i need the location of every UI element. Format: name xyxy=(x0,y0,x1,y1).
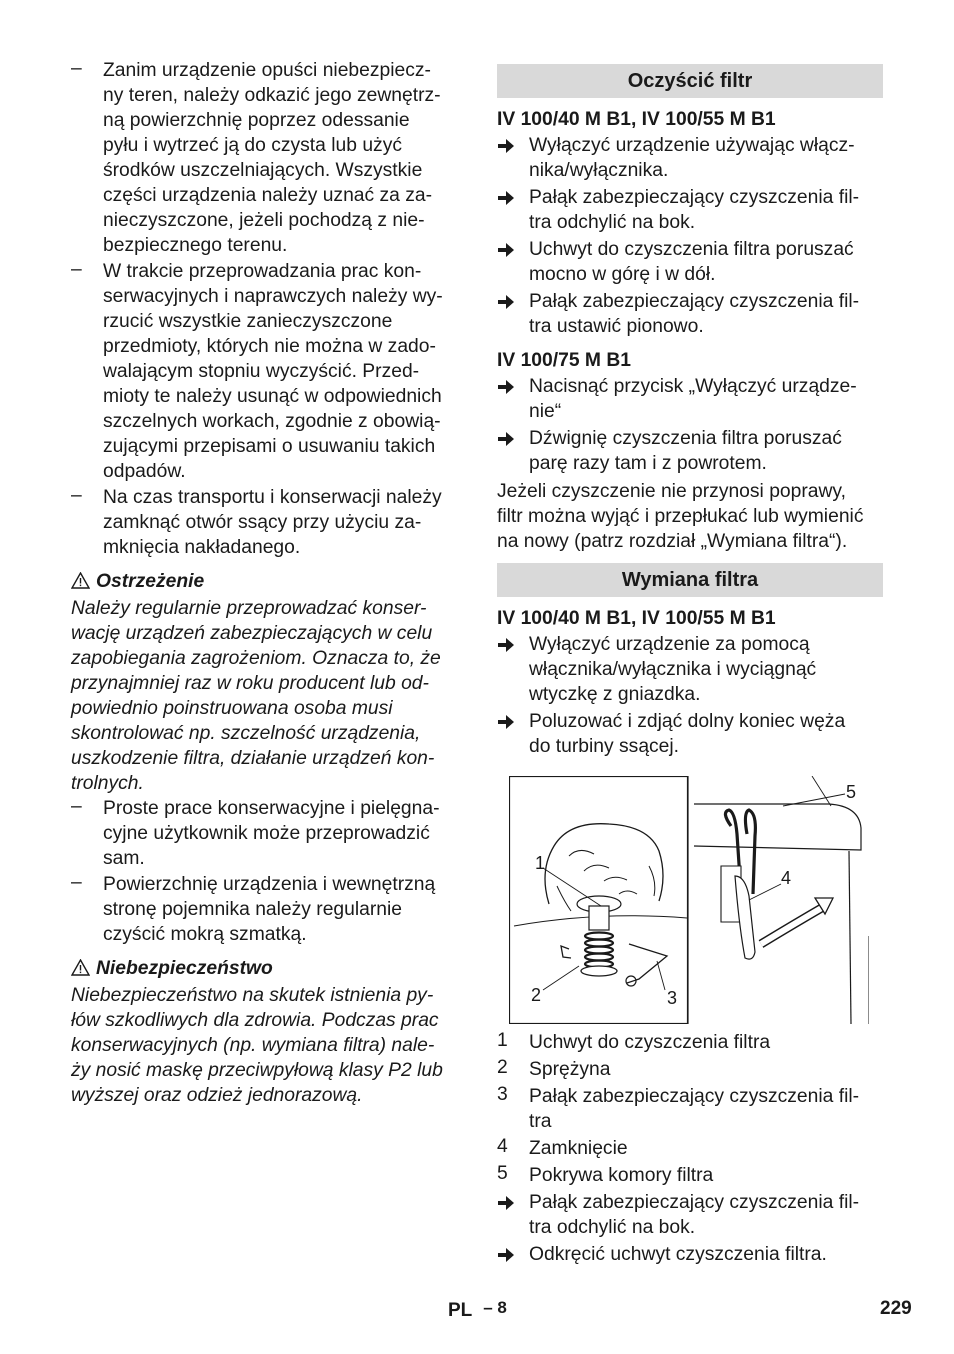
dash-bullet: – xyxy=(71,259,82,280)
step-list xyxy=(497,632,883,759)
list-item xyxy=(71,58,459,258)
legend-number: 1 xyxy=(497,1030,508,1051)
list-item xyxy=(71,485,459,560)
text-line: Proste prace konserwacyjne i pielęgna- xyxy=(103,798,440,819)
step-item xyxy=(497,709,883,759)
figure-label-5: 5 xyxy=(846,782,857,802)
text-line: ną powierzchnię poprzez odessanie xyxy=(103,110,410,131)
text-line: mocno w górę i w dół. xyxy=(529,264,716,285)
text-line: Wyłączyć urządzenie używając włącz- xyxy=(529,135,855,156)
step-item xyxy=(497,185,883,235)
step-item xyxy=(497,374,883,424)
left-column xyxy=(71,58,459,1108)
page-footer-language xyxy=(448,1298,507,1322)
text-line: Pałąk zabezpieczający czyszczenia fil- xyxy=(529,1192,860,1213)
text-line: stronę pojemnika należy regularnie xyxy=(103,899,403,920)
legend-item xyxy=(497,1057,883,1082)
text-line: włącznika/wyłącznika i wyciągnąć xyxy=(529,659,817,680)
list-item xyxy=(71,872,459,947)
step-item xyxy=(497,1190,883,1240)
text-line: czyścić mokrą szmatką. xyxy=(103,924,307,945)
text-line: sam. xyxy=(103,848,145,869)
text-line: bezpiecznego terenu. xyxy=(103,235,288,256)
figure-label-4: 4 xyxy=(781,868,792,888)
model-subheading: IV 100/75 M B1 xyxy=(497,350,631,371)
step-list xyxy=(497,374,883,476)
text-line: Pałąk zabezpieczający czyszczenia fil- xyxy=(529,291,860,312)
figure-label-2: 2 xyxy=(531,985,542,1005)
section-page: – 8 xyxy=(483,1298,507,1317)
text-line: mknięcia nakładanego. xyxy=(103,537,301,558)
step-list xyxy=(497,1190,883,1267)
danger-title: Niebezpieczeństwo xyxy=(96,958,273,979)
text-line: mioty te należy usunąć w odpowiednich xyxy=(103,386,442,407)
arrow-right-icon xyxy=(497,137,515,155)
text-line: zamknąć otwór ssący przy użyciu za- xyxy=(103,512,422,533)
text-line: konserwacyjnych (np. wymiana filtra) nale- xyxy=(71,1035,435,1056)
arrow-right-icon xyxy=(497,1246,515,1264)
warning-triangle-icon xyxy=(71,571,90,596)
text-line: parę razy tam i z powrotem. xyxy=(529,453,767,474)
text-line: nieczyszczone, jeżeli pochodzą z nie- xyxy=(103,210,425,231)
text-line: Nacisnąć przycisk „Wyłączyć urządze- xyxy=(529,376,857,397)
text-line: części urządzenia należy uznać za za- xyxy=(103,185,433,206)
dash-list-1 xyxy=(71,58,459,560)
text-line: wtyczkę z gniazdka. xyxy=(529,684,701,705)
model-subheading: IV 100/40 M B1, IV 100/55 M B1 xyxy=(497,109,776,130)
text-line: na nowy (patrz rozdział „Wymiana filtra“). xyxy=(497,531,848,552)
text-line: przedmioty, których nie można w zado- xyxy=(103,336,436,357)
dash-bullet: – xyxy=(71,58,82,79)
step-item xyxy=(497,133,883,183)
list-item xyxy=(71,259,459,484)
legend-item xyxy=(497,1084,883,1134)
text-line: tra odchylić na bok. xyxy=(529,1217,696,1238)
text-line: Niebezpieczeństwo na skutek istnienia py- xyxy=(71,985,434,1006)
text-line: Pokrywa komory filtra xyxy=(529,1165,714,1186)
section-heading-replace-filter: Wymiana filtra xyxy=(497,563,883,597)
warning-title: Ostrzeżenie xyxy=(96,571,205,592)
text-line: odpadów. xyxy=(103,461,186,482)
arrow-right-icon xyxy=(497,636,515,654)
arrow-right-icon xyxy=(497,241,515,259)
dash-bullet: – xyxy=(71,485,82,506)
step-item xyxy=(497,632,883,707)
text-line: wację urządzeń zabezpieczających w celu xyxy=(71,623,433,644)
text-line: pyłu i wytrzeć ją do czysta lub użyć xyxy=(103,135,402,156)
text-line: łów szkodliwych dla zdrowia. Podczas prac xyxy=(71,1010,439,1031)
legend-number: 5 xyxy=(497,1163,508,1184)
legend-number: 4 xyxy=(497,1136,508,1157)
step-item xyxy=(497,1242,883,1267)
danger-text xyxy=(71,983,459,1108)
step-item xyxy=(497,289,883,339)
text-line: ży nosić maskę przeciwpyłową klasy P2 lub xyxy=(71,1060,443,1081)
text-line: skontrolować np. szczelność urządzenia, xyxy=(71,723,421,744)
legend-item xyxy=(497,1030,883,1055)
text-line: Zamknięcie xyxy=(529,1138,628,1159)
warning-heading xyxy=(71,569,459,596)
text-line: Jeżeli czyszczenie nie przynosi poprawy, xyxy=(497,481,846,502)
text-line: ny teren, należy odkazić jego zewnętrz- xyxy=(103,85,441,106)
text-line: szczelnych workach, zgodnie z obowią- xyxy=(103,411,441,432)
text-line: wyższej oraz odzież jednorazową. xyxy=(71,1085,363,1106)
text-line: zującymi przepisami o usuwaniu takich xyxy=(103,436,436,457)
text-line: rzucić wszystkie zanieczyszczone xyxy=(103,311,393,332)
text-line: Odkręcić uchwyt czyszczenia filtra. xyxy=(529,1244,827,1265)
figure-label-3: 3 xyxy=(667,988,678,1008)
text-line: Uchwyt do czyszczenia filtra poruszać xyxy=(529,239,854,260)
arrow-right-icon xyxy=(497,1194,515,1212)
filter-diagram xyxy=(509,776,869,1024)
text-line: Poluzować i zdjąć dolny koniec węża xyxy=(529,711,846,732)
text-line: Wyłączyć urządzenie za pomocą xyxy=(529,634,810,655)
text-line: filtr można wyjąć i przepłukać lub wymienić xyxy=(497,506,864,527)
warning-text xyxy=(71,596,459,796)
text-line: tra odchylić na bok. xyxy=(529,212,696,233)
text-line: serwacyjnych i naprawczych należy wy- xyxy=(103,286,443,307)
arrow-right-icon xyxy=(497,293,515,311)
text-line: tra ustawić pionowo. xyxy=(529,316,704,337)
dash-bullet: – xyxy=(71,872,82,893)
text-line: walającym stopniu wyczyścić. Przed- xyxy=(103,361,420,382)
text-line: Na czas transportu i konserwacji należy xyxy=(103,487,442,508)
text-line: trolnych. xyxy=(71,773,144,794)
language-code: PL xyxy=(448,1300,472,1321)
arrow-right-icon xyxy=(497,713,515,731)
paragraph xyxy=(497,479,883,554)
step-item xyxy=(497,426,883,476)
filter-illustration xyxy=(509,776,869,1024)
dash-bullet: – xyxy=(71,796,82,817)
legend-item xyxy=(497,1163,883,1188)
warning-triangle-icon xyxy=(71,958,90,983)
arrow-right-icon xyxy=(497,378,515,396)
step-list xyxy=(497,133,883,339)
arrow-right-icon xyxy=(497,430,515,448)
figure-label-1: 1 xyxy=(535,853,546,873)
page-number: 229 xyxy=(880,1298,912,1319)
section-heading-clean-filter: Oczyścić filtr xyxy=(497,64,883,98)
text-line: nika/wyłącznika. xyxy=(529,160,669,181)
model-subheading: IV 100/40 M B1, IV 100/55 M B1 xyxy=(497,608,776,629)
text-line: Uchwyt do czyszczenia filtra xyxy=(529,1032,771,1053)
text-line: nie“ xyxy=(529,401,562,422)
text-line: do turbiny ssącej. xyxy=(529,736,680,757)
text-line: Należy regularnie przeprowadzać konser- xyxy=(71,598,427,619)
legend-item xyxy=(497,1136,883,1161)
text-line: Powierzchnię urządzenia i wewnętrzną xyxy=(103,874,436,895)
text-line: środków uszczelniających. Wszystkie xyxy=(103,160,423,181)
step-item xyxy=(497,237,883,287)
text-line: Pałąk zabezpieczający czyszczenia fil- xyxy=(529,187,860,208)
text-line: zapobiegania zagrożeniom. Oznacza to, że xyxy=(71,648,441,669)
danger-heading xyxy=(71,956,459,983)
text-line: Sprężyna xyxy=(529,1059,611,1080)
list-item xyxy=(71,796,459,871)
text-line: Pałąk zabezpieczający czyszczenia fil- xyxy=(529,1086,860,1107)
text-line: Zanim urządzenie opuści niebezpiecz- xyxy=(103,60,431,81)
text-line: Dźwignię czyszczenia filtra poruszać xyxy=(529,428,842,449)
text-line: W trakcie przeprowadzania prac kon- xyxy=(103,261,422,282)
dash-list-2 xyxy=(71,796,459,947)
text-line: przynajmniej raz w roku producent lub od- xyxy=(71,673,429,694)
text-line: cyjne użytkownik może przeprowadzić xyxy=(103,823,430,844)
legend-number: 3 xyxy=(497,1084,508,1105)
text-line: uszkodzenie filtra, działanie urządzeń kon- xyxy=(71,748,435,769)
right-column xyxy=(497,58,883,1269)
text-line: powiednio poinstruowana osoba musi xyxy=(71,698,393,719)
text-line: tra xyxy=(529,1111,552,1132)
legend-number: 2 xyxy=(497,1057,508,1078)
arrow-right-icon xyxy=(497,189,515,207)
figure-legend xyxy=(497,1030,883,1188)
